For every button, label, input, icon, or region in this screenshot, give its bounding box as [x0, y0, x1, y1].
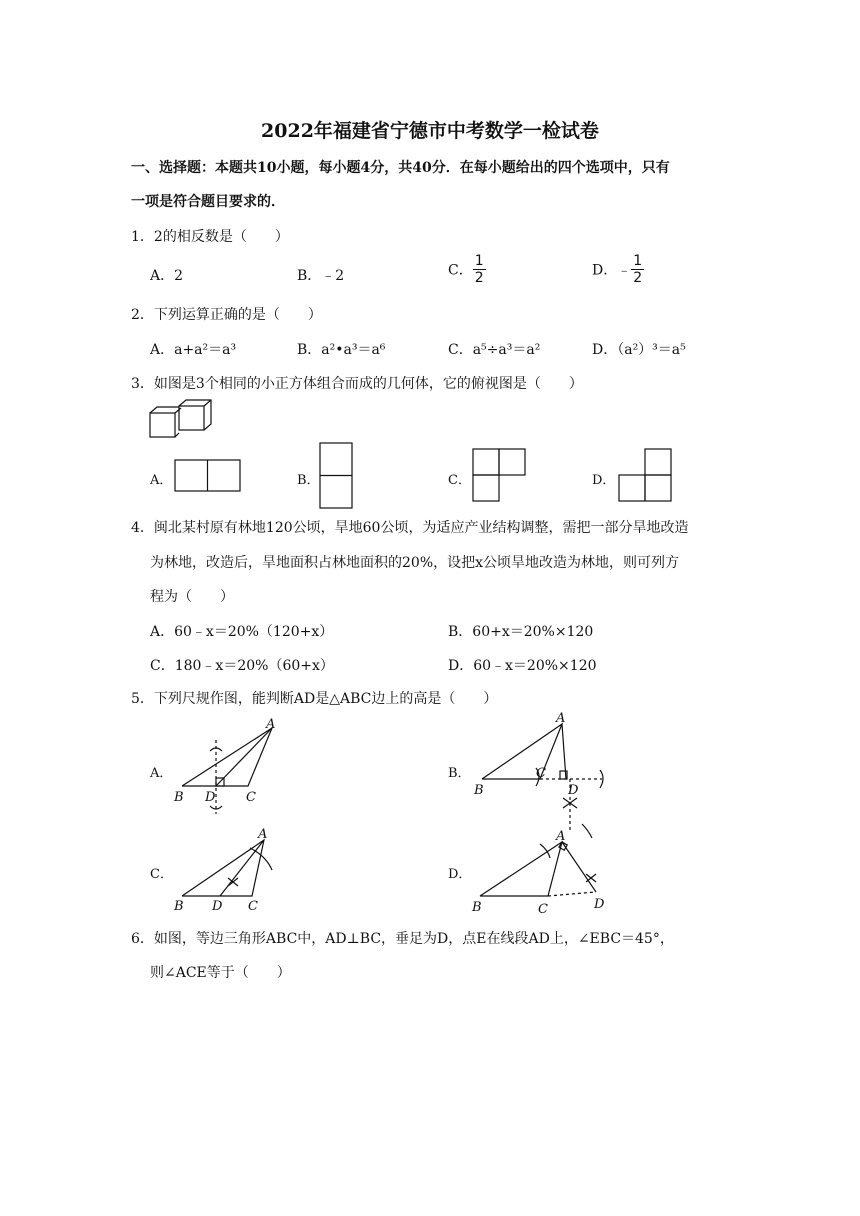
q5-option-b-figure	[470, 710, 615, 835]
q3-option-c: C．	[448, 473, 471, 488]
q1-stem: 1．2的相反数是（ ）	[131, 229, 289, 245]
q5-option-d-figure	[470, 820, 610, 920]
q4-option-c: C．180﹣x＝20%（60+x）	[150, 658, 334, 674]
section-heading-line1: 一、选择题：本题共10小题，每小题4分，共40分．在每小题给出的四个选项中，只有	[131, 160, 670, 176]
q5a-label-b: B	[174, 790, 184, 805]
q1-option-b: B．﹣2	[297, 268, 345, 284]
q5d-label-b: B	[472, 900, 482, 915]
q5-option-b: B．	[448, 766, 471, 781]
q5a-label-d: D	[205, 790, 216, 805]
q2-option-b: B．a²•a³＝a⁶	[297, 342, 386, 358]
q1-option-c: C． $\frac{1}{2}$	[448, 253, 484, 286]
q3-option-b-figure	[319, 442, 355, 510]
q1-option-c-fraction: $\frac{1}{2}$	[474, 253, 484, 286]
q5-option-a: A．	[150, 766, 173, 781]
page-title: 2022年福建省宁德市中考数学一检试卷	[261, 120, 599, 142]
q5c-label-a: A	[258, 827, 268, 842]
q5b-label-b: B	[474, 783, 484, 798]
q5c-label-b: B	[174, 899, 184, 914]
q5-option-a-figure	[170, 718, 285, 818]
q5c-label-d: D	[212, 899, 223, 914]
q3-option-a-figure	[174, 459, 242, 493]
q3-option-d: D．	[592, 473, 616, 488]
q5-option-d: D．	[448, 867, 472, 882]
q3-cube-figure	[148, 398, 218, 440]
q5b-label-a: A	[556, 711, 566, 726]
q4-stem-line3: 程为（ ）	[150, 589, 234, 605]
q3-option-a: A．	[150, 473, 173, 488]
q2-option-d: D．（a²）³＝a⁵	[592, 342, 686, 358]
q1-option-d-fraction: $\frac{1}{2}$	[633, 253, 643, 286]
section-heading-line2: 一项是符合题目要求的．	[131, 194, 285, 210]
q4-option-a: A．60﹣x＝20%（120+x）	[150, 624, 334, 640]
q4-stem-line2: 为林地，改造后，旱地面积占林地面积的20%，设把x公顷旱地改造为林地，则可列方	[150, 555, 680, 571]
q1-option-d: D．﹣ $\frac{1}{2}$	[592, 253, 643, 286]
q5-option-c-figure	[170, 826, 285, 916]
q2-option-c: C．a⁵÷a³＝a²	[448, 342, 541, 358]
q5a-label-a: A	[266, 717, 276, 732]
q3-option-d-figure	[618, 448, 674, 504]
q5-stem: 5．下列尺规作图，能判断AD是△ABC边上的高是（ ）	[131, 691, 498, 707]
q4-stem-line1: 4．闽北某村原有林地120公顷，旱地60公顷，为适应产业结构调整，需把一部分旱地改造	[131, 520, 689, 536]
q4-option-d: D．60﹣x＝20%×120	[448, 658, 597, 674]
q3-option-c-figure	[472, 448, 528, 504]
q5d-label-c: C	[538, 902, 548, 917]
q5a-label-c: C	[246, 790, 256, 805]
q5d-label-d: D	[594, 897, 605, 912]
q5c-label-c: C	[248, 899, 258, 914]
q2-option-a: A．a+a²＝a³	[150, 342, 237, 358]
q4-option-b: B．60+x＝20%×120	[448, 624, 594, 640]
q3-stem: 3．如图是3个相同的小正方体组合而成的几何体，它的俯视图是（ ）	[131, 376, 583, 392]
q5d-label-a: A	[556, 829, 566, 844]
q6-stem-line1: 6．如图，等边三角形ABC中，AD⊥BC，垂足为D，点E在线段AD上，∠EBC＝45°，	[131, 931, 674, 947]
q1-option-a: A．2	[150, 268, 184, 284]
q6-stem-line2: 则∠ACE等于（ ）	[150, 965, 291, 981]
q5b-label-c: C	[536, 766, 546, 781]
q5-option-c: C．	[150, 867, 173, 882]
q2-stem: 2．下列运算正确的是（ ）	[131, 307, 322, 323]
q5b-label-d: D	[568, 783, 579, 798]
q3-option-b: B．	[297, 473, 320, 488]
